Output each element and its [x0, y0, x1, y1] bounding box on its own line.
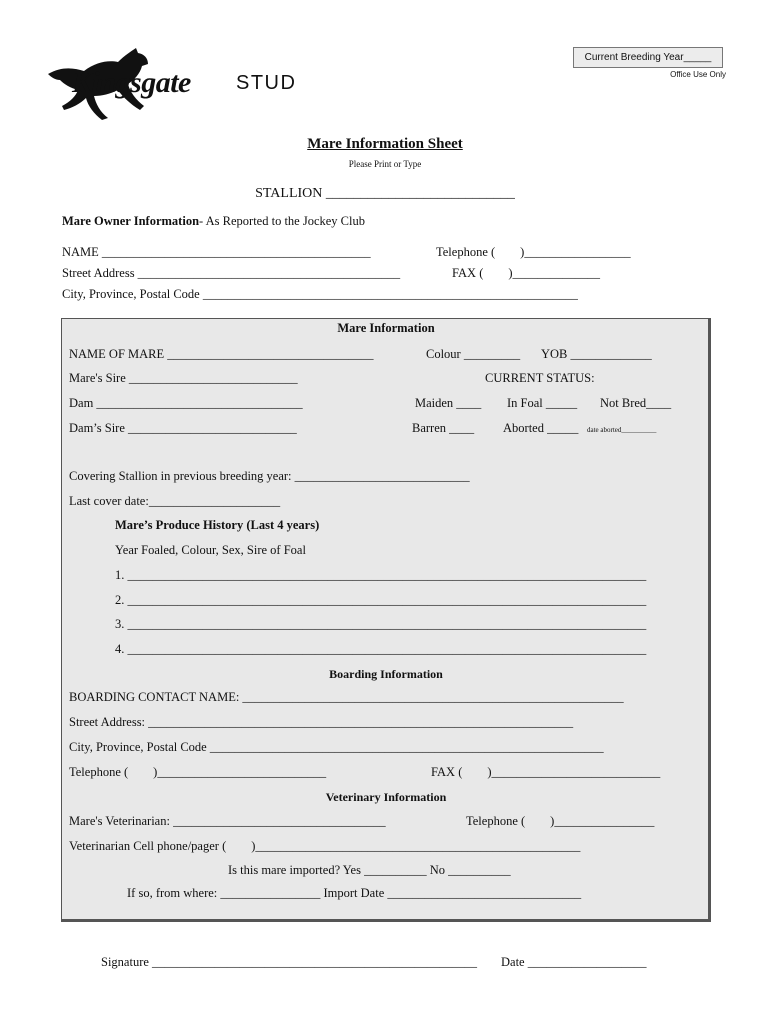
owner-telephone-field[interactable]: Telephone ( )_________________	[436, 245, 631, 259]
mare-info-heading: Mare Information	[337, 321, 435, 335]
mare-colour-field[interactable]: Colour _________	[426, 347, 521, 361]
mare-dam-field[interactable]: Dam _________________________________	[69, 396, 303, 410]
produce-line-1[interactable]: 1. ___________________________________________________________________________________	[115, 568, 647, 582]
produce-history-heading: Mare’s Produce History (Last 4 years)	[115, 518, 320, 532]
veterinarian-cell-field[interactable]: Veterinarian Cell phone/pager ( )____________________________________________________	[69, 839, 581, 853]
status-not-bred-field[interactable]: Not Bred____	[600, 396, 672, 410]
veterinary-heading: Veterinary Information	[325, 790, 447, 804]
boarding-contact-field[interactable]: BOARDING CONTACT NAME: _____________________________________________________________	[69, 690, 624, 704]
page-subtitle: Please Print or Type	[348, 159, 422, 169]
status-in-foal-field[interactable]: In Foal _____	[507, 396, 578, 410]
signature-field[interactable]: Signature ____________________________________________________	[101, 955, 478, 969]
owner-heading-bold: Mare Owner Information	[62, 214, 200, 228]
veterinarian-field[interactable]: Mare's Veterinarian: __________________________________	[69, 814, 386, 828]
breeding-year-field[interactable]: Current Breeding Year_____	[573, 47, 723, 68]
boarding-city-field[interactable]: City, Province, Postal Code _______________________________________________________________	[69, 740, 604, 754]
logo-stud-text: STUD	[236, 72, 297, 94]
owner-name-field[interactable]: NAME ___________________________________________	[62, 245, 371, 259]
produce-line-2[interactable]: 2. ___________________________________________________________________________________	[115, 593, 647, 607]
boarding-fax-field[interactable]: FAX ( )___________________________	[431, 765, 661, 779]
produce-line-4[interactable]: 4. ___________________________________________________________________________________	[115, 642, 647, 656]
logo-wordmark: Kingsgate	[72, 66, 191, 99]
imported-field[interactable]: Is this mare imported? Yes __________ No __________	[228, 863, 511, 877]
owner-heading-rest: - As Reported to the Jockey Club	[199, 214, 365, 228]
page-title: Mare Information Sheet	[307, 136, 463, 152]
status-aborted-field[interactable]: Aborted _____	[503, 421, 579, 435]
mare-yob-field[interactable]: YOB _____________	[541, 347, 652, 361]
status-barren-field[interactable]: Barren ____	[412, 421, 475, 435]
produce-history-subheading: Year Foaled, Colour, Sex, Sire of Foal	[115, 543, 306, 557]
mare-sire-field[interactable]: Mare's Sire ___________________________	[69, 371, 298, 385]
owner-city-field[interactable]: City, Province, Postal Code ____________________________________________________________	[62, 287, 578, 301]
veterinarian-telephone-field[interactable]: Telephone ( )________________	[466, 814, 655, 828]
last-cover-date-field[interactable]: Last cover date:_____________________	[69, 494, 281, 508]
owner-street-field[interactable]: Street Address __________________________________________	[62, 266, 401, 280]
produce-line-3[interactable]: 3. ___________________________________________________________________________________	[115, 617, 647, 631]
dams-sire-field[interactable]: Dam’s Sire ___________________________	[69, 421, 297, 435]
boarding-street-field[interactable]: Street Address: ____________________________________________________________________	[69, 715, 574, 729]
import-from-field[interactable]: If so, from where: ________________ Import Date _______________________________	[127, 886, 582, 900]
current-status-label: CURRENT STATUS:	[485, 371, 595, 385]
boarding-heading: Boarding Information	[329, 667, 443, 681]
stallion-field[interactable]: STALLION ___________________________	[255, 186, 515, 201]
mare-name-field[interactable]: NAME OF MARE _________________________________	[69, 347, 374, 361]
date-field[interactable]: Date ___________________	[501, 955, 647, 969]
boarding-telephone-field[interactable]: Telephone ( )___________________________	[69, 765, 327, 779]
date-aborted-field[interactable]: date aborted__________	[587, 426, 657, 434]
covering-stallion-field[interactable]: Covering Stallion in previous breeding year: ____________________________	[69, 469, 470, 483]
owner-fax-field[interactable]: FAX ( )______________	[452, 266, 601, 280]
office-use-label: Office Use Only	[670, 70, 726, 79]
status-maiden-field[interactable]: Maiden ____	[415, 396, 482, 410]
owner-heading	[62, 214, 365, 229]
